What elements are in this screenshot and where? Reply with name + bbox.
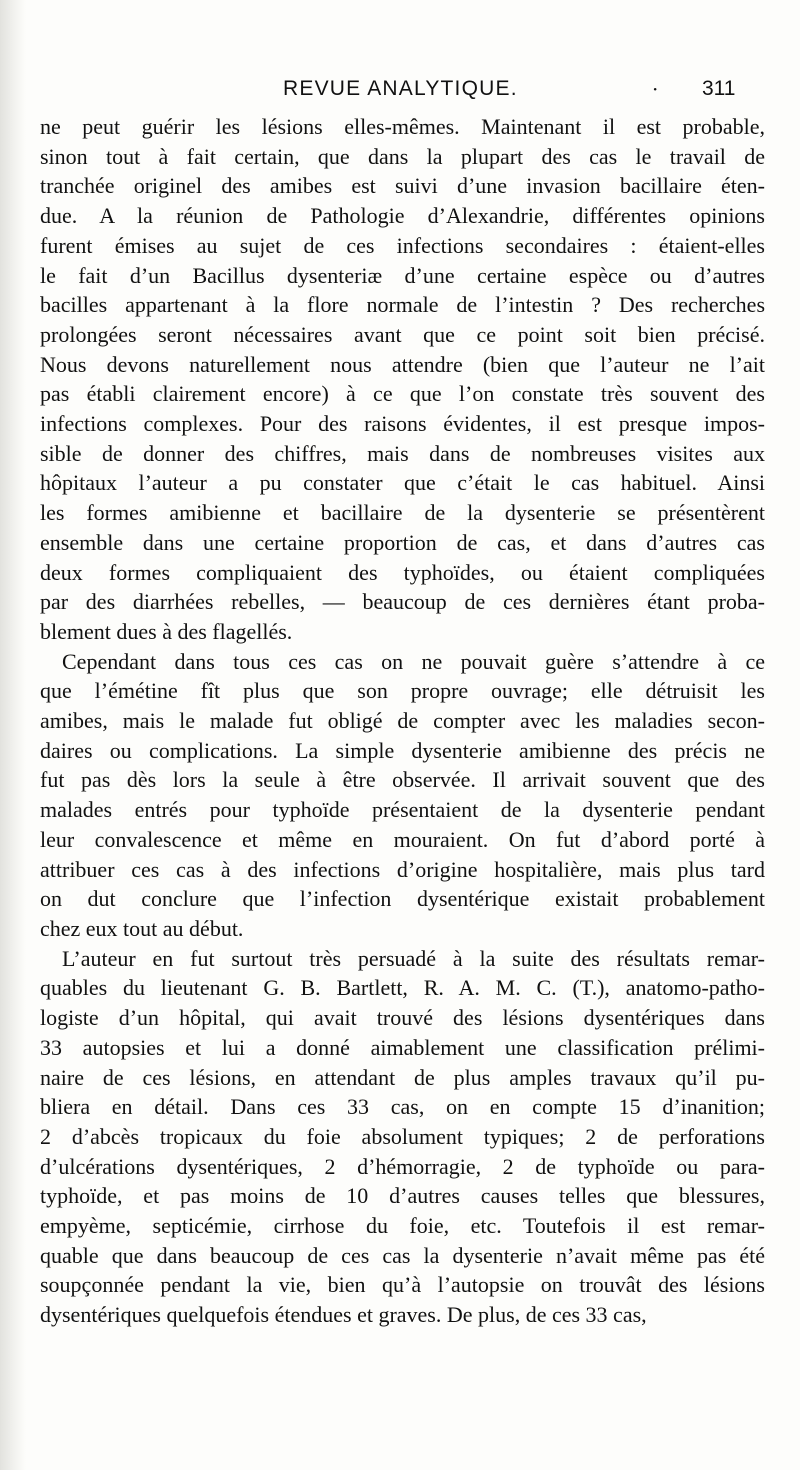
text-line: Cependant dans tous ces cas on ne pouvait guère s’attendre à ce: [62, 648, 765, 674]
running-title: REVUE ANALYTIQUE.: [283, 77, 518, 100]
text-line: soupçonnée pendant la vie, bien qu’à l’autopsie on trouvât des lésions: [40, 1272, 765, 1298]
text-line: tranchée originel des amibes est suivi d’une invasion bacillaire éten-: [40, 173, 765, 199]
text-line: logiste d’un hôpital, qui avait trouvé des lésions dysentériques dans: [40, 1005, 765, 1031]
text-line: sible de donner des chiffres, mais dans de nombreuses visites aux: [40, 440, 765, 466]
text-line: fut pas dès lors la seule à être observée. Il arrivait souvent que des: [40, 767, 765, 793]
page-number: 311: [702, 77, 736, 100]
text-line: bliera en détail. Dans ces 33 cas, on en compte 15 d’inanition;: [40, 1094, 765, 1120]
text-line: pas établi clairement encore) à ce que l’on constate très souvent des: [40, 381, 765, 407]
paragraph-1: [40, 112, 765, 647]
text-line: furent émises au sujet de ces infections secondaires : étaient-elles: [40, 232, 765, 258]
header-separator: ·: [652, 77, 659, 101]
text-line: attribuer ces cas à des infections d’origine hospitalière, mais plus tard: [40, 856, 765, 882]
text-line: ne peut guérir les lésions elles-mêmes. Maintenant il est probable,: [40, 114, 765, 139]
text-line: que l’émétine fît plus que son propre ouvrage; elle détruisit les: [40, 678, 765, 704]
text-line: hôpitaux l’auteur a pu constater que c’était le cas habituel. Ainsi: [40, 470, 765, 496]
text-line: d’ulcérations dysentériques, 2 d’hémorragie, 2 de typhoïde ou para-: [40, 1153, 765, 1179]
text-line: daires ou complications. La simple dysenterie amibienne des précis ne: [40, 737, 765, 763]
text-line: naire de ces lésions, en attendant de plus amples travaux qu’il pu-: [40, 1064, 765, 1090]
text-line: L’auteur en fut surtout très persuadé à la suite des résultats remar-: [62, 945, 765, 971]
text-line: empyème, septicémie, cirrhose du foie, etc. Toutefois il est remar-: [40, 1213, 765, 1239]
body-text: [40, 112, 765, 1330]
text-line: due. A la réunion de Pathologie d’Alexandrie, différentes opinions: [40, 203, 765, 229]
text-line: on dut conclure que l’infection dysentérique existait probablement: [40, 886, 765, 912]
text-line: deux formes compliquaient des typhoïdes, ou étaient compliquées: [40, 559, 765, 585]
text-line: bacilles appartenant à la flore normale de l’intestin ? Des recherches: [40, 292, 765, 318]
text-line: les formes amibienne et bacillaire de la dysenterie se présentèrent: [40, 500, 765, 526]
text-line: malades entrés pour typhoïde présentaient de la dysenterie pendant: [40, 797, 765, 823]
text-line: leur convalescence et même en mouraient. On fut d’abord porté à: [40, 826, 765, 852]
text-line: quables du lieutenant G. B. Bartlett, R. A. M. C. (T.), anatomo-patho-: [40, 975, 765, 1001]
text-line: amibes, mais le malade fut obligé de compter avec les maladies secon-: [40, 708, 765, 734]
paragraph-3: [40, 944, 765, 1330]
text-line: le fait d’un Bacillus dysenteriæ d’une certaine espèce ou d’autres: [40, 262, 765, 288]
text-line: blement dues à des flagellés.: [40, 618, 293, 644]
text-line: ensemble dans une certaine proportion de cas, et dans d’autres cas: [40, 529, 765, 555]
text-line: 2 d’abcès tropicaux du foie absolument typiques; 2 de perforations: [40, 1123, 765, 1149]
text-line: chez eux tout au début.: [40, 915, 244, 941]
page-gutter-shadow: [0, 0, 26, 1470]
text-line: Nous devons naturellement nous attendre (bien que l’auteur ne l’ait: [40, 351, 765, 377]
text-line: typhoïde, et pas moins de 10 d’autres causes telles que blessures,: [40, 1183, 765, 1209]
running-head: [0, 74, 800, 104]
text-line: sinon tout à fait certain, que dans la plupart des cas le travail de: [40, 143, 765, 169]
paragraph-2: [40, 647, 765, 944]
text-line: par des diarrhées rebelles, — beaucoup de ces dernières étant proba-: [40, 589, 765, 615]
text-line: 33 autopsies et lui a donné aimablement une classification prélimi-: [40, 1034, 765, 1060]
text-line: infections complexes. Pour des raisons évidentes, il est presque impos-: [40, 411, 765, 437]
text-line: dysentériques quelquefois étendues et graves. De plus, de ces 33 cas,: [40, 1302, 647, 1328]
text-line: quable que dans beaucoup de ces cas la dysenterie n’avait même pas été: [40, 1242, 765, 1268]
text-line: prolongées seront nécessaires avant que ce point soit bien précisé.: [40, 321, 765, 347]
